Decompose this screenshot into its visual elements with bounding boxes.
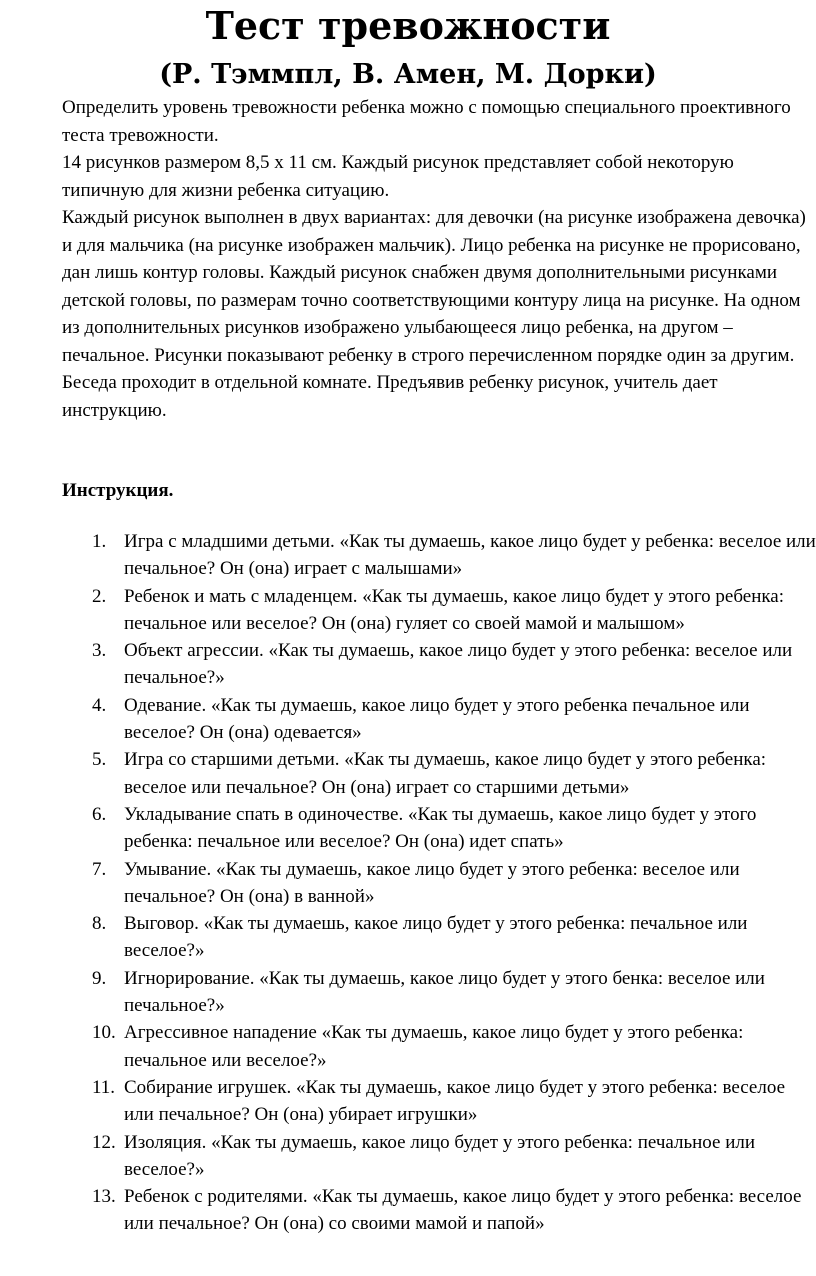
list-item bbox=[0, 910, 816, 965]
list-item-text: Игра со старшими детьми. «Как ты думаешь, какое лицо будет у этого ребенка: веселое или печальное? Он (она) играет со старшими детьми» bbox=[124, 749, 767, 798]
intro-paragraph: 14 рисунков размером 8,5 х 11 см. Каждый рисунок представляет собой некоторую типичную для жизни ребенка ситуацию. bbox=[62, 152, 734, 201]
list-item-text: Игра с младшими детьми. «Как ты думаешь, какое лицо будет у ребенка: веселое или печальное? Он (она) играет с малышами» bbox=[124, 531, 816, 580]
list-item bbox=[0, 746, 816, 801]
list-item bbox=[0, 801, 816, 856]
intro-text bbox=[62, 94, 816, 424]
list-item-text: Умывание. «Как ты думаешь, какое лицо будет у этого ребенка: веселое или печальное? Он (она) в ванной» bbox=[124, 858, 740, 907]
list-item bbox=[0, 965, 816, 1020]
list-item bbox=[0, 856, 816, 911]
list-item-text: Агрессивное нападение «Как ты думаешь, какое лицо будет у этого ребенка: печальное или веселое?» bbox=[124, 1022, 744, 1071]
list-item-number: 4. bbox=[92, 694, 107, 716]
list-item-number: 10. bbox=[92, 1022, 116, 1044]
instruction-list bbox=[0, 528, 816, 1238]
intro-paragraph: Определить уровень тревожности ребенка можно с помощью специального проективного теста тревожности. bbox=[62, 97, 791, 146]
list-item bbox=[0, 583, 816, 638]
list-item-number: 11. bbox=[92, 1076, 116, 1098]
list-item bbox=[0, 1019, 816, 1074]
list-item bbox=[0, 528, 816, 583]
list-item-number: 2. bbox=[92, 585, 107, 607]
document-title: Тест тревожности bbox=[205, 3, 611, 48]
list-item-number: 12. bbox=[92, 1131, 116, 1153]
list-item-number: 7. bbox=[92, 858, 107, 880]
list-item-number: 5. bbox=[92, 749, 107, 771]
intro-paragraph: Каждый рисунок выполнен в двух вариантах: для девочки (на рисунке изображена девочка) и для мальчика (на рисунке изображен мальчик). Лицо ребенка на рисунке не прорисовано, дан лишь контур головы. Каждый рисунок снабжен двумя дополнительными рисунками детской головы, по размерам точно соответствующими контуру лица на рисунке. На одном из дополнительных рисунков изображено улыбающееся лицо ребенка, на другом – печальное. Рисунки показывают ребенку в строго перечисленном порядке один за другим. Беседа проходит в отдельной комнате. Предъявив ребенку рисунок, учитель дает инструкцию. bbox=[62, 207, 806, 421]
list-item bbox=[0, 637, 816, 692]
list-item-text: Объект агрессии. «Как ты думаешь, какое лицо будет у этого ребенка: веселое или печальное?» bbox=[124, 640, 793, 689]
list-item bbox=[0, 1129, 816, 1184]
list-item-text: Выговор. «Как ты думаешь, какое лицо будет у этого ребенка: печальное или веселое?» bbox=[124, 913, 748, 962]
list-item bbox=[0, 1074, 816, 1129]
list-item-text: Изоляция. «Как ты думаешь, какое лицо будет у этого ребенка: печальное или веселое?» bbox=[124, 1131, 756, 1180]
list-item-text: Игнорирование. «Как ты думаешь, какое лицо будет у этого бенка: веселое или печальное?» bbox=[124, 967, 765, 1017]
list-item-number: 1. bbox=[92, 531, 107, 552]
instruction-heading: Инструкция. bbox=[62, 480, 174, 501]
list-item bbox=[0, 692, 816, 747]
list-item-number: 13. bbox=[92, 1186, 116, 1208]
list-item-number: 8. bbox=[92, 913, 107, 935]
list-item-text: Ребенок с родителями. «Как ты думаешь, какое лицо будет у этого ребенка: веселое или печальное? Он (она) со своими мамой и папой» bbox=[124, 1186, 802, 1235]
list-item-text: Одевание. «Как ты думаешь, какое лицо будет у этого ребенка печальное или веселое? Он (она) одевается» bbox=[124, 694, 750, 744]
list-item-number: 9. bbox=[92, 967, 107, 989]
list-item bbox=[0, 1183, 816, 1238]
list-item-text: Собирание игрушек. «Как ты думаешь, какое лицо будет у этого ребенка: веселое или печальное? Он (она) убирает игрушки» bbox=[124, 1076, 786, 1126]
list-item-number: 6. bbox=[92, 803, 107, 825]
list-item-number: 3. bbox=[92, 640, 107, 662]
list-item-text: Укладывание спать в одиночестве. «Как ты думаешь, какое лицо будет у этого ребенка: печальное или веселое? Он (она) идет спать» bbox=[124, 803, 757, 853]
list-item-text: Ребенок и мать с младенцем. «Как ты думаешь, какое лицо будет у этого ребенка: печальное или веселое? Он (она) гуляет со своей мамой и малышом» bbox=[124, 585, 785, 634]
document-subtitle: (Р. Тэммпл, В. Амен, М. Дорки) bbox=[159, 59, 657, 90]
